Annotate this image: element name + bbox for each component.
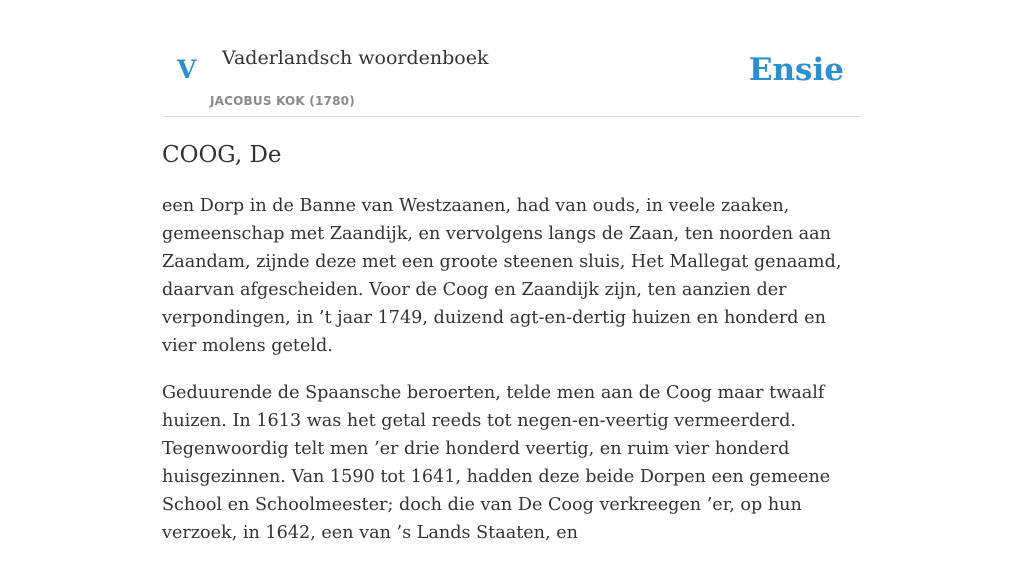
site-header	[162, 0, 862, 117]
entry-content	[162, 192, 862, 566]
entry-title: COOG, De	[162, 142, 282, 168]
ensie-logo[interactable]: Ensie	[748, 52, 844, 88]
entry-paragraph: een Dorp in de Banne van Westzaanen, had van ouds, in veele zaaken, gemeenschap met Zaandijk, en vervolgens langs de Zaan, ten noorden aan Zaandam, zijnde deze met een groote steenen sluis, Het Mallegat genaamd, daarvan afgescheiden. Voor de Coog en Zaandijk zijn, ten aanzien der verpondingen, in ’t jaar 1749, duizend agt-en-dertig huizen en honderd en vier molens geteld.	[162, 196, 842, 356]
dictionary-logo[interactable]: V	[177, 55, 197, 84]
book-title-link[interactable]: Vaderlandsch woordenboek	[222, 47, 489, 69]
author-label: JACOBUS KOK (1780)	[210, 94, 355, 108]
entry-paragraph: Geduurende de Spaansche beroerten, telde men aan de Coog maar twaalf huizen. In 1613 was het getal reeds tot negen-en-veertig vermeerderd. Tegenwoordig telt men ’er drie honderd veertig, en ruim vier honderd huisgezinnen. Van 1590 tot 1641, hadden deze beide Dorpen een gemeene School en Schoolmeester; doch die van De Coog verkreegen ’er, op hun verzoek, in 1642, een van ’s Lands Staaten, en	[162, 383, 831, 543]
